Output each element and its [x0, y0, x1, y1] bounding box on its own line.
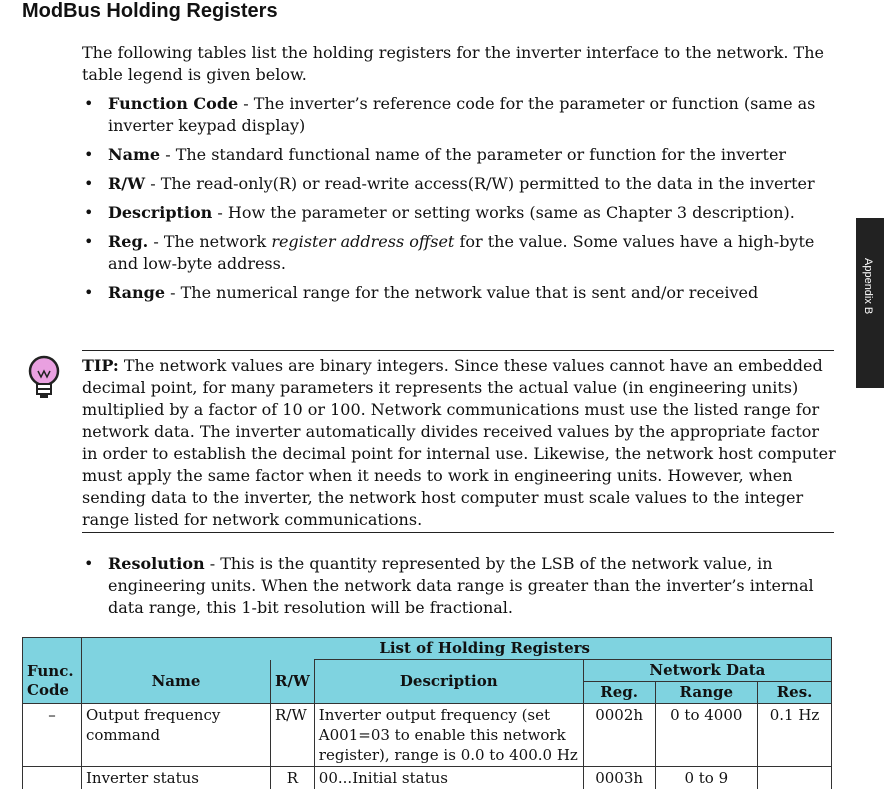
- legend-term: Reg.: [108, 232, 149, 251]
- bullet-icon: •: [84, 94, 94, 113]
- tip-bottom-rule: [82, 532, 834, 533]
- holding-registers-table: [22, 637, 832, 789]
- legend-term: Description: [108, 203, 213, 222]
- table-row: [23, 767, 832, 790]
- tip-box: [82, 355, 838, 531]
- header-description: Description: [314, 660, 583, 704]
- cell-func: –: [23, 704, 82, 767]
- header-reg: Reg.: [583, 682, 655, 704]
- header-rw: R/W: [271, 660, 315, 704]
- lightbulb-icon: [24, 354, 64, 402]
- cell-rw: R/W: [271, 704, 315, 767]
- legend-item-resolution: [82, 553, 842, 619]
- cell-description: Inverter output frequency (set A001=03 to enable this network register), range is 0.0 to 400.0 Hz: [314, 704, 583, 767]
- intro-paragraph: The following tables list the holding registers for the inverter interface to the network. The table legend is given below.: [82, 43, 824, 84]
- header-name: Name: [82, 660, 271, 704]
- legend-item-reg: [82, 231, 842, 275]
- legend-item-name: [82, 144, 842, 166]
- header-res: Res.: [758, 682, 832, 704]
- legend-text: - The numerical range for the network value that is sent and/or received: [165, 283, 759, 302]
- bullet-icon: •: [84, 232, 94, 251]
- header-func-code: Func. Code: [23, 660, 82, 704]
- legend-text: - The read-only(R) or read-write access(R/W) permitted to the data in the inverter: [145, 174, 815, 193]
- bullet-icon: •: [84, 554, 94, 573]
- table-blank-corner: [271, 638, 315, 660]
- bullet-icon: •: [84, 174, 94, 193]
- legend-emphasis: register address offset: [271, 232, 455, 251]
- legend-text: - This is the quantity represented by the LSB of the network value, in engineering units. When the network data range is greater than the inverter’s internal data range, this 1-bit resolution will be fractional.: [108, 554, 814, 617]
- bullet-icon: •: [84, 145, 94, 164]
- cell-reg: 0002h: [583, 704, 655, 767]
- legend-item-range: [82, 282, 842, 304]
- cell-range: 0 to 4000: [655, 704, 758, 767]
- cell-rw: R: [271, 767, 315, 790]
- cell-range: 0 to 9: [655, 767, 758, 790]
- legend-text: - The network: [148, 232, 272, 251]
- header-network-data: Network Data: [583, 660, 831, 682]
- legend-list: [82, 93, 842, 311]
- table-blank-corner: [82, 638, 271, 660]
- legend-item-description: [82, 202, 842, 224]
- cell-res: [758, 767, 832, 790]
- legend-term: Range: [108, 283, 166, 302]
- page-title: ModBus Holding Registers: [22, 0, 278, 22]
- legend-item-function-code: [82, 93, 842, 137]
- legend-term: Resolution: [108, 554, 205, 573]
- header-range: Range: [655, 682, 758, 704]
- legend-term: Name: [108, 145, 161, 164]
- side-tab-label: Appendix B: [862, 258, 874, 315]
- cell-reg: 0003h: [583, 767, 655, 790]
- cell-res: 0.1 Hz: [758, 704, 832, 767]
- table-title: List of Holding Registers: [314, 638, 655, 660]
- legend-text: for the value. Some values have a high-byte and low-byte address.: [108, 232, 815, 273]
- legend-text: - How the parameter or setting works (same as Chapter 3 description).: [212, 203, 795, 222]
- bullet-icon: •: [84, 283, 94, 302]
- tip-text: The network values are binary integers. Since these values cannot have an embedded decimal point, for many parameters it represents the actual value (in engineering units) multiplied by a factor of 10 or 100. Network communications must use the listed range for network data. The inverter automatically divides received values by the appropriate factor in order to establish the decimal point for internal use. Likewise, the network host computer must apply the same factor when it needs to work in engineering units. However, when sending data to the inverter, the network host computer must scale values to the integer range listed for network communications.: [82, 356, 836, 529]
- bullet-icon: •: [84, 203, 94, 222]
- legend-item-rw: [82, 173, 842, 195]
- tip-top-rule: [82, 350, 834, 351]
- table-row: [23, 704, 832, 767]
- legend-term: Function Code: [108, 94, 239, 113]
- legend-text: - The standard functional name of the parameter or function for the inverter: [160, 145, 787, 164]
- legend-term: R/W: [108, 174, 146, 193]
- cell-name: Inverter status: [82, 767, 271, 790]
- resolution-list: [82, 553, 842, 619]
- table-blank-corner: [655, 638, 832, 660]
- legend-text: - The inverter’s reference code for the parameter or function (same as inverter keypad display): [108, 94, 816, 135]
- cell-name: Output frequency command: [82, 704, 271, 767]
- side-tab: [856, 218, 884, 388]
- cell-description: 00...Initial status: [314, 767, 583, 790]
- cell-func: [23, 767, 82, 790]
- tip-label: TIP:: [82, 356, 119, 375]
- table-blank-corner: [23, 638, 82, 660]
